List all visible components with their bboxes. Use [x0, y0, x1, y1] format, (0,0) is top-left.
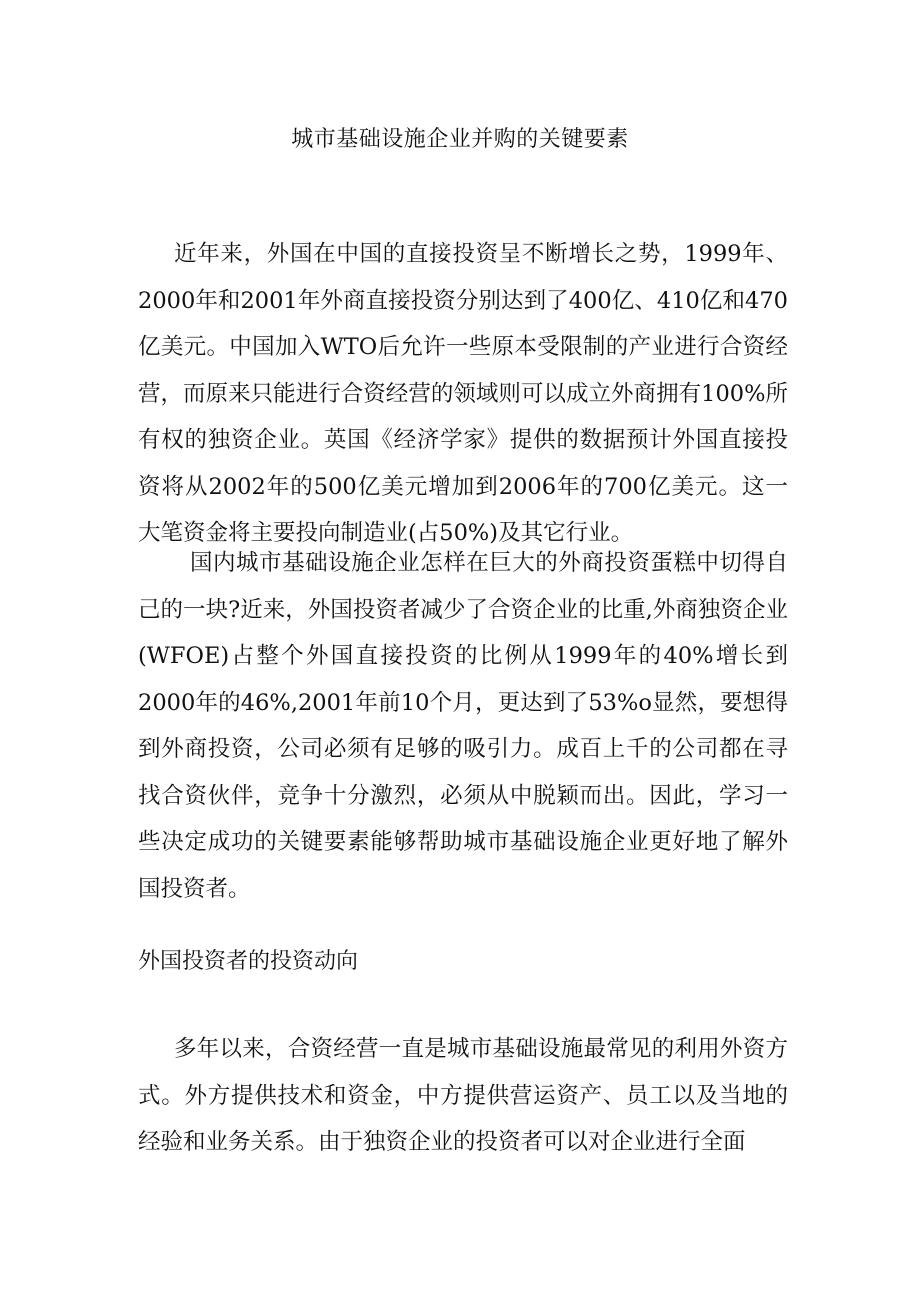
section-paragraph: 多年以来，合资经营一直是城市基础设施最常见的利用外资方式。外方提供技术和资金，中方提供营运资产、员工以及当地的经验和业务关系。由于独资企业的投资者可以对企业进行全面 — [138, 1036, 788, 1155]
body-paragraph-2: 国内城市基础设施企业怎样在巨大的外商投资蛋糕中切得自己的一块?近来，外国投资者减少了合资企业的比重,外商独资企业(WFOE)占整个外国直接投资的比例从1999年的40%增长到2000年的46%,2001年前10个月，更达到了53%o显然，要想得到外商投资，公司必须有足够的吸引力。成百上千的公司都在寻找合资伙伴，竞争十分激烈，必须从中脱颖而出。因此，学习一些决定成功的关键要素能够帮助城市基础设施企业更好地了解外国投资者。 — [138, 550, 788, 902]
document-title: 城市基础设施企业并购的关键要素 — [291, 127, 629, 152]
body-paragraph-1: 近年来，外国在中国的直接投资呈不断增长之势，1999年、2000年和2001年外商直接投资分别达到了400亿、410亿和470亿美元。中国加入WTO后允许一些原本受限制的产业进行合资经营，而原来只能进行合资经营的领域则可以成立外商拥有100%所有权的独资企业。英国《经济学家》提供的数据预计外国直接投资将从2002年的500亿美元增加到2006年的700亿美元。这一大笔资金将主要投向制造业(占50%)及其它行业。 — [138, 241, 788, 546]
section-heading: 外国投资者的投资动向 — [138, 949, 359, 974]
